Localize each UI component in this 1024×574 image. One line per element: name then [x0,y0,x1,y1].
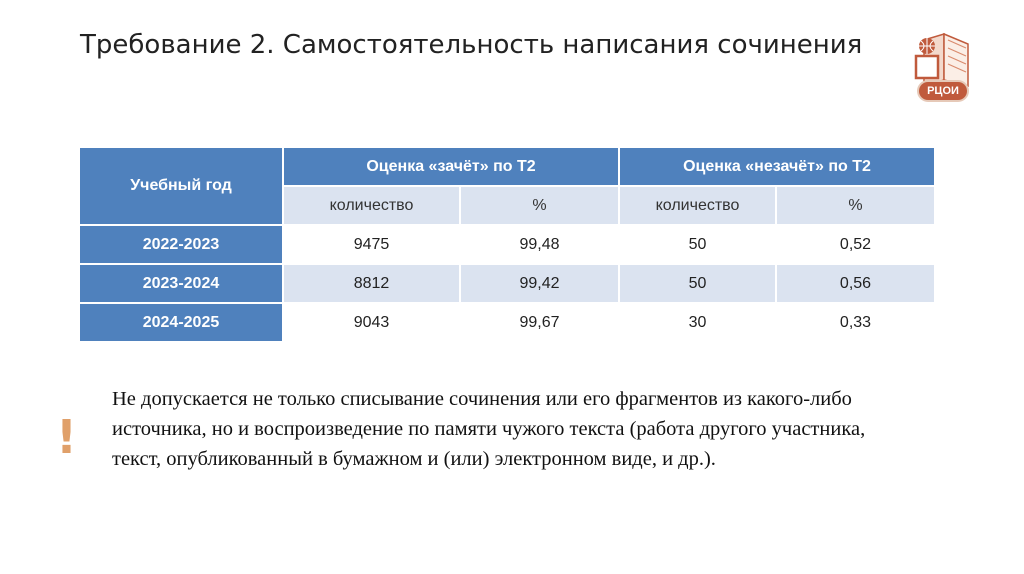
pass-pct: 99,48 [461,226,618,263]
pass-count: 8812 [284,265,459,302]
table-row [80,226,934,263]
row-year: 2022-2023 [80,226,282,263]
book-icon [916,34,968,86]
pass-pct: 99,42 [461,265,618,302]
logo-label: РЦОИ [919,82,967,100]
results-table [78,146,936,343]
subheader-fail-count: количество [620,187,775,224]
subheader-pass-count: количество [284,187,459,224]
row-year: 2023-2024 [80,265,282,302]
pass-count: 9043 [284,304,459,341]
exclamation-icon: ! [56,410,77,464]
header-year: Учебный год [80,148,282,224]
fail-pct: 0,56 [777,265,934,302]
table-row [80,304,934,341]
header-fail-group: Оценка «незачёт» по Т2 [620,148,934,185]
header-pass-group: Оценка «зачёт» по Т2 [284,148,618,185]
table-header-row [80,148,934,185]
fail-pct: 0,33 [777,304,934,341]
table-row [80,265,934,302]
pass-pct: 99,67 [461,304,618,341]
fail-pct: 0,52 [777,226,934,263]
pass-count: 9475 [284,226,459,263]
subheader-pass-pct: % [461,187,618,224]
fail-count: 50 [620,265,775,302]
slide-title: Требование 2. Самостоятельность написания сочинения [80,30,863,60]
row-year: 2024-2025 [80,304,282,341]
fail-count: 50 [620,226,775,263]
fail-count: 30 [620,304,775,341]
warning-note: Не допускается не только списывание сочинения или его фрагментов из какого-либо источника, но и воспроизведение по памяти чужого текста (работа другого участника, текст, опубликованный в бумажном и (или) электронном виде, и др.). [112,388,866,470]
subheader-fail-pct: % [777,187,934,224]
